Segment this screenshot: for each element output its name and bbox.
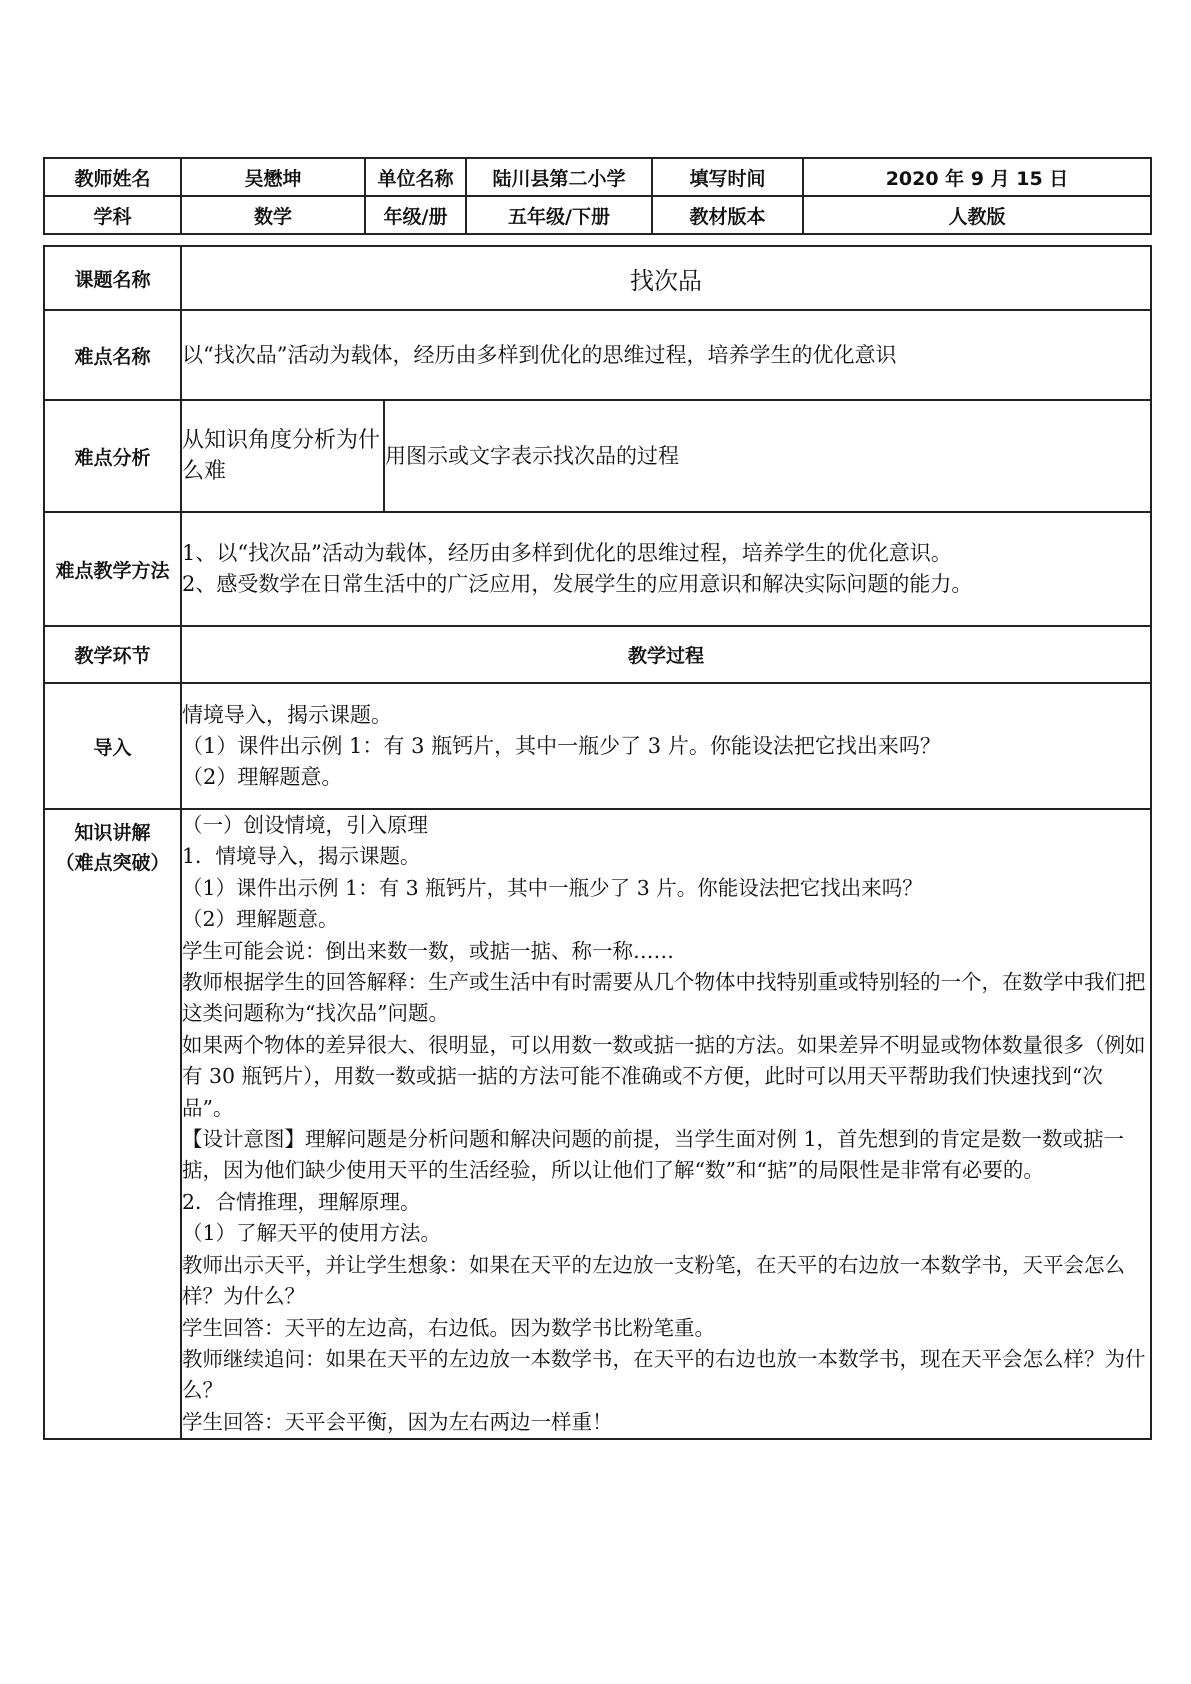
intro-label: 导入 [44, 683, 181, 809]
lesson-plan-sheet [43, 157, 1150, 1440]
knowledge-paragraph: （2）理解题意。 [182, 907, 339, 932]
method-line: 1、以“找次品”活动为载体，经历由多样到优化的思维过程，培养学生的优化意识。 [182, 541, 952, 565]
grade-value: 五年级/下册 [466, 196, 652, 234]
knowledge-paragraph: （一）创设情境，引入原理 [182, 813, 428, 837]
knowledge-content [181, 809, 1151, 1439]
difficulty-value: 以“找次品”活动为载体，经历由多样到优化的思维过程，培养学生的优化意识 [181, 310, 1151, 400]
knowledge-paragraph: 如果两个物体的差异很大、很明显，可以用数一数或掂一掂的方法。如果差异不明显或物体数量很多（例如有 30 瓶钙片），用数一数或掂一掂的方法可能不准确或不方便，此时可以用天平帮助我们快速找到“次品”。 [182, 1032, 1146, 1120]
lesson-table [43, 245, 1152, 1440]
knowledge-label-line-2: （难点突破） [55, 852, 170, 874]
intro-content [181, 683, 1151, 809]
date-value: 2020 年 9 月 15 日 [803, 158, 1151, 196]
method-content [181, 512, 1151, 626]
knowledge-paragraph: 学生可能会说：倒出来数一数，或掂一掂、称一称…… [182, 938, 674, 963]
analysis-label: 难点分析 [44, 400, 181, 512]
knowledge-paragraph: 教师继续追问：如果在天平的左边放一本数学书，在天平的右边也放一本数学书，现在天平会怎么样？为什么？ [182, 1346, 1146, 1403]
knowledge-paragraph: （1）课件出示例 1：有 3 瓶钙片，其中一瓶少了 3 片。你能设法把它找出来吗？ [182, 875, 923, 900]
process-label: 教学过程 [181, 626, 1151, 683]
analysis-value: 用图示或文字表示找次品的过程 [384, 400, 1151, 512]
subject-value: 数学 [181, 196, 365, 234]
grade-label: 年级/册 [365, 196, 466, 234]
teacher-value: 吴懋坤 [181, 158, 365, 196]
edition-label: 教材版本 [652, 196, 803, 234]
knowledge-paragraph: 学生回答：天平会平衡，因为左右两边一样重！ [182, 1409, 613, 1434]
unit-value: 陆川县第二小学 [466, 158, 652, 196]
knowledge-paragraph: 教师根据学生的回答解释：生产或生活中有时需要从几个物体中找特别重或特别轻的一个，在数学中我们把这类问题称为“找次品”问题。 [182, 970, 1146, 1026]
knowledge-label-line-1: 知识讲解 [74, 822, 151, 844]
analysis-sub-label: 从知识角度分析为什么难 [181, 400, 384, 512]
knowledge-label [44, 809, 181, 1439]
topic-label: 课题名称 [44, 246, 181, 310]
teacher-label: 教师姓名 [44, 158, 181, 196]
intro-line: （2）理解题意。 [182, 764, 343, 789]
method-line: 2、感受数学在日常生活中的广泛应用，发展学生的应用意识和解决实际问题的能力。 [182, 572, 973, 596]
difficulty-label: 难点名称 [44, 310, 181, 400]
knowledge-paragraph: 【设计意图】理解问题是分析问题和解决问题的前提，当学生面对例 1，首先想到的肯定是数一数或掂一掂，因为他们缺少使用天平的生活经验，所以让他们了解“数”和“掂”的局限性是非常有必要的。 [182, 1127, 1125, 1183]
stage-label: 教学环节 [44, 626, 181, 683]
knowledge-paragraph: 1．情境导入，揭示课题。 [182, 844, 421, 869]
topic-value: 找次品 [181, 246, 1151, 310]
method-label: 难点教学方法 [44, 512, 181, 626]
intro-line: （1）课件出示例 1：有 3 瓶钙片，其中一瓶少了 3 片。你能设法把它找出来吗？ [182, 733, 941, 758]
knowledge-paragraph: 学生回答：天平的左边高，右边低。因为数学书比粉笔重。 [182, 1315, 715, 1340]
info-table [43, 157, 1152, 235]
date-label: 填写时间 [652, 158, 803, 196]
edition-value: 人教版 [803, 196, 1151, 234]
intro-line: 情境导入，揭示课题。 [182, 702, 392, 727]
knowledge-paragraph: 教师出示天平，并让学生想象：如果在天平的左边放一支粉笔，在天平的右边放一本数学书，天平会怎么样？为什么？ [182, 1252, 1125, 1309]
knowledge-paragraph: 2．合情推理，理解原理。 [182, 1189, 421, 1214]
subject-label: 学科 [44, 196, 181, 234]
unit-label: 单位名称 [365, 158, 466, 196]
knowledge-paragraph: （1）了解天平的使用方法。 [182, 1221, 442, 1246]
